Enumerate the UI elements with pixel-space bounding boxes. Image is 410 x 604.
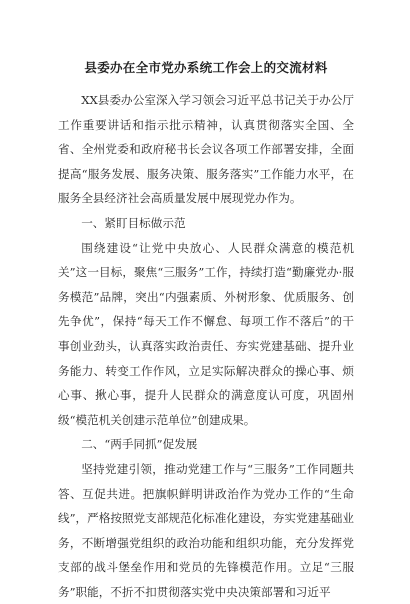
section-body-1: 围绕建设“让党中央放心、人民群众满意的模范机关”这一目标，聚焦“三服务”工作，持续打造“勤廉党办·服务模范”品牌，突出“内强素质、外树形象、优质服务、创先争优”，保持“每天工作不懈怠、每项工作不落后”的干事创业劲头，认真落实政治责任、夯实党建基础、提升业务能力、转变工作作风，立足实际解决群众的操心事、烦心事、揪心事，提升人民群众的满意度认可度，巩固州级“模范机关创建示范单位”创建成果。 (58, 240, 354, 427)
intro-paragraph: XX县委办公室深入学习领会习近平总书记关于办公厅工作重要讲话和指示批示精神，认真贯彻落实全国、全省、全州党委和政府秘书长会议各项工作部署安排，全面提高“服务发展、服务决策、服务落实”工作能力水平，在服务全县经济社会高质量发展中展现党办作为。 (58, 93, 354, 206)
section-body-2: 坚持党建引领，推动党建工作与“三服务”工作同题共答、互促共进。把旗帜鲜明讲政治作为党办工作的“生命线”，严格按照党支部规范化标准化建设，夯实党建基础业务，不断增强党组织的政治功能和组织功能，充分发挥党支部的战斗堡垒作用和党员的先锋模范作用。立足“三服务”职能，不折不扣贯彻落实党中央决策部署和习近平 (58, 461, 354, 599)
document-title: 县委办在全市党办系统工作会上的交流材料 (84, 60, 328, 75)
section-heading-2: 二、“两手同抓”促发展 (81, 437, 198, 452)
section-heading-1: 一、紧盯目标做示范 (81, 215, 186, 230)
